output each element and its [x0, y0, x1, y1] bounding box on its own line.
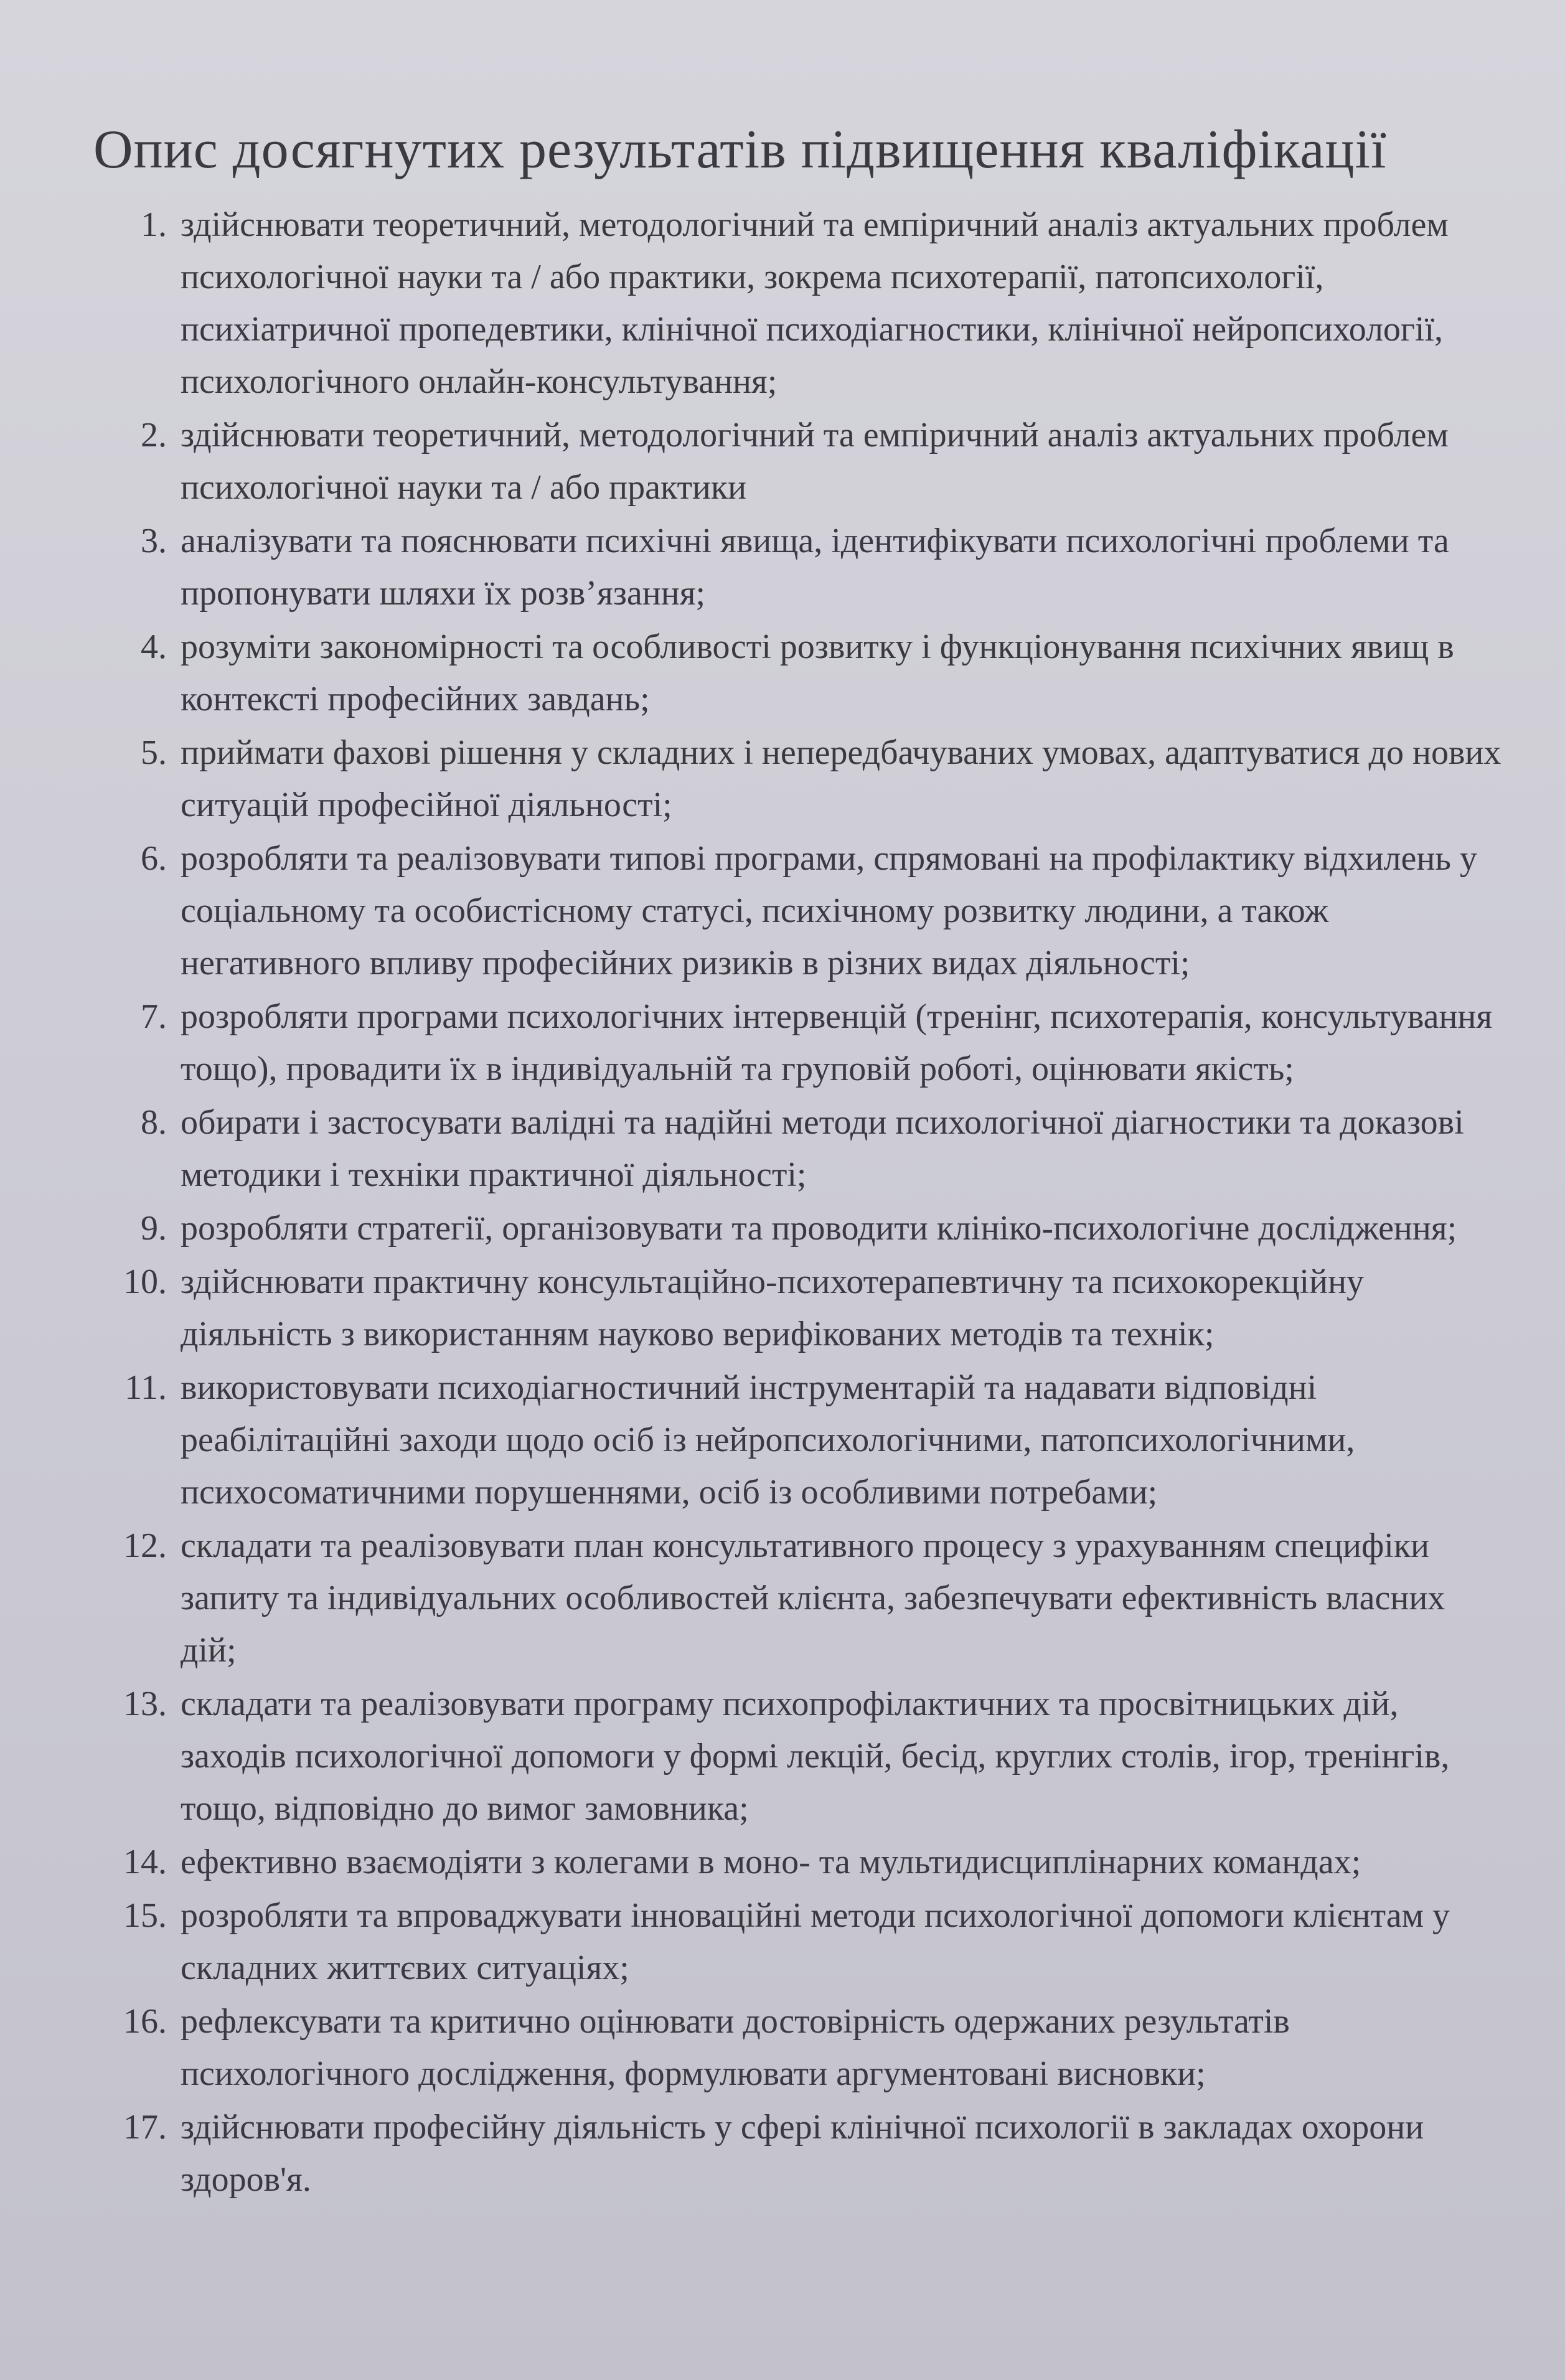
list-item [87, 1836, 1528, 1888]
item-text: приймати фахові рішення у складних і непередбачуваних умовах, адаптуватися до нових ситуацій професійної діяльності; [181, 733, 1502, 825]
list-item [87, 1520, 1528, 1677]
list-item [87, 990, 1528, 1095]
list-item [87, 1889, 1528, 1994]
item-number: 3. [141, 522, 167, 561]
list-item [87, 515, 1528, 619]
item-text: рефлексувати та критично оцінювати достовірність одержаних результатів психологічного дослідження, формулювати аргументовані висновки; [181, 2002, 1290, 2094]
list-item [87, 1256, 1528, 1360]
item-text: розробляти програми психологічних інтервенцій (тренінг, психотерапія, консультування тощо), провадити їх в індивідуальній та груповій роботі, оцінювати якість; [181, 997, 1493, 1089]
item-number: 9. [141, 1209, 167, 1248]
item-text: здійснювати професійну діяльність у сфері клінічної психології в закладах охорони здоров'я. [181, 2108, 1424, 2199]
list-item [87, 1362, 1528, 1518]
item-number: 16. [123, 2002, 167, 2041]
item-text: здійснювати практичну консультаційно-психотерапевтичну та психокорекційну діяльність з використанням науково верифікованих методів та технік; [181, 1263, 1365, 1354]
list-item [87, 409, 1528, 514]
item-text: використовувати психодіагностичний інструментарій та надавати відповідні реабілітаційні заходи щодо осіб із нейропсихологічними, патопсихологічними, психосоматичними порушеннями, осіб із особливими потребами; [181, 1368, 1355, 1512]
item-text: складати та реалізовувати план консультативного процесу з урахуванням специфіки запиту та індивідуальних особливостей клієнта, забезпечувати ефективність власних дій; [181, 1526, 1445, 1670]
list-item [87, 832, 1528, 989]
item-text: обирати і застосувати валідні та надійні методи психологічної діагностики та доказові методики і техніки практичної діяльності; [181, 1103, 1464, 1195]
item-number: 11. [125, 1368, 167, 1408]
item-number: 8. [141, 1103, 167, 1142]
item-text: розробляти стратегії, організовувати та проводити клініко-психологічне дослідження; [181, 1209, 1457, 1248]
item-text: аналізувати та пояснювати психічні явища, ідентифікувати психологічні проблеми та пропонувати шляхи їх розв’язання; [181, 522, 1449, 613]
list-item [87, 727, 1528, 831]
item-number: 13. [123, 1685, 167, 1724]
list-item [87, 1096, 1528, 1201]
item-number: 12. [123, 1526, 167, 1566]
item-text: складати та реалізовувати програму психопрофілактичних та просвітницьких дій, заходів психологічної допомоги у формі лекцій, бесід, круглих столів, ігор, тренінгів, тощо, відповідно до вимог замовника; [181, 1685, 1450, 1828]
item-number: 17. [123, 2108, 167, 2147]
item-number: 6. [141, 839, 167, 878]
list-item [87, 1678, 1528, 1835]
item-text: розуміти закономірності та особливості розвитку і функціонування психічних явищ в контексті професійних завдань; [181, 628, 1454, 719]
list-item [87, 1202, 1528, 1254]
item-text: розробляти та реалізовувати типові програми, спрямовані на профілактику відхилень у соціальному та особистісному статусі, психічному розвитку людини, а також негативного впливу професійних ризиків в різних видах діяльності; [181, 839, 1477, 983]
item-text: здійснювати теоретичний, методологічний та емпіричний аналіз актуальних проблем психологічної науки та / або практики, зокрема психотерапії, патопсихології, психіатричної пропедевтики, клінічної психодіагностики, клінічної нейропсихології, психологічного онлайн-консультування; [181, 205, 1449, 402]
item-text: здійснювати теоретичний, методологічний та емпіричний аналіз актуальних проблем психологічної науки та / або практики [181, 416, 1449, 507]
item-number: 5. [141, 733, 167, 773]
list-item [87, 199, 1528, 408]
item-number: 4. [141, 628, 167, 667]
item-text: розробляти та впроваджувати інноваційні методи психологічної допомоги клієнтам у складних життєвих ситуаціях; [181, 1896, 1450, 1988]
item-number: 10. [123, 1263, 167, 1302]
results-list [87, 199, 1528, 2206]
page-title: Опис досягнутих результатів підвищення кваліфікації [93, 120, 1387, 180]
item-number: 15. [123, 1896, 167, 1936]
item-number: 7. [141, 997, 167, 1037]
item-text: ефективно взаємодіяти з колегами в моно- та мультидисциплінарних командах; [181, 1843, 1361, 1882]
list-item [87, 2101, 1528, 2206]
item-number: 14. [123, 1843, 167, 1882]
item-number: 1. [141, 205, 167, 245]
list-item [87, 1995, 1528, 2100]
item-number: 2. [141, 416, 167, 455]
list-item [87, 621, 1528, 725]
